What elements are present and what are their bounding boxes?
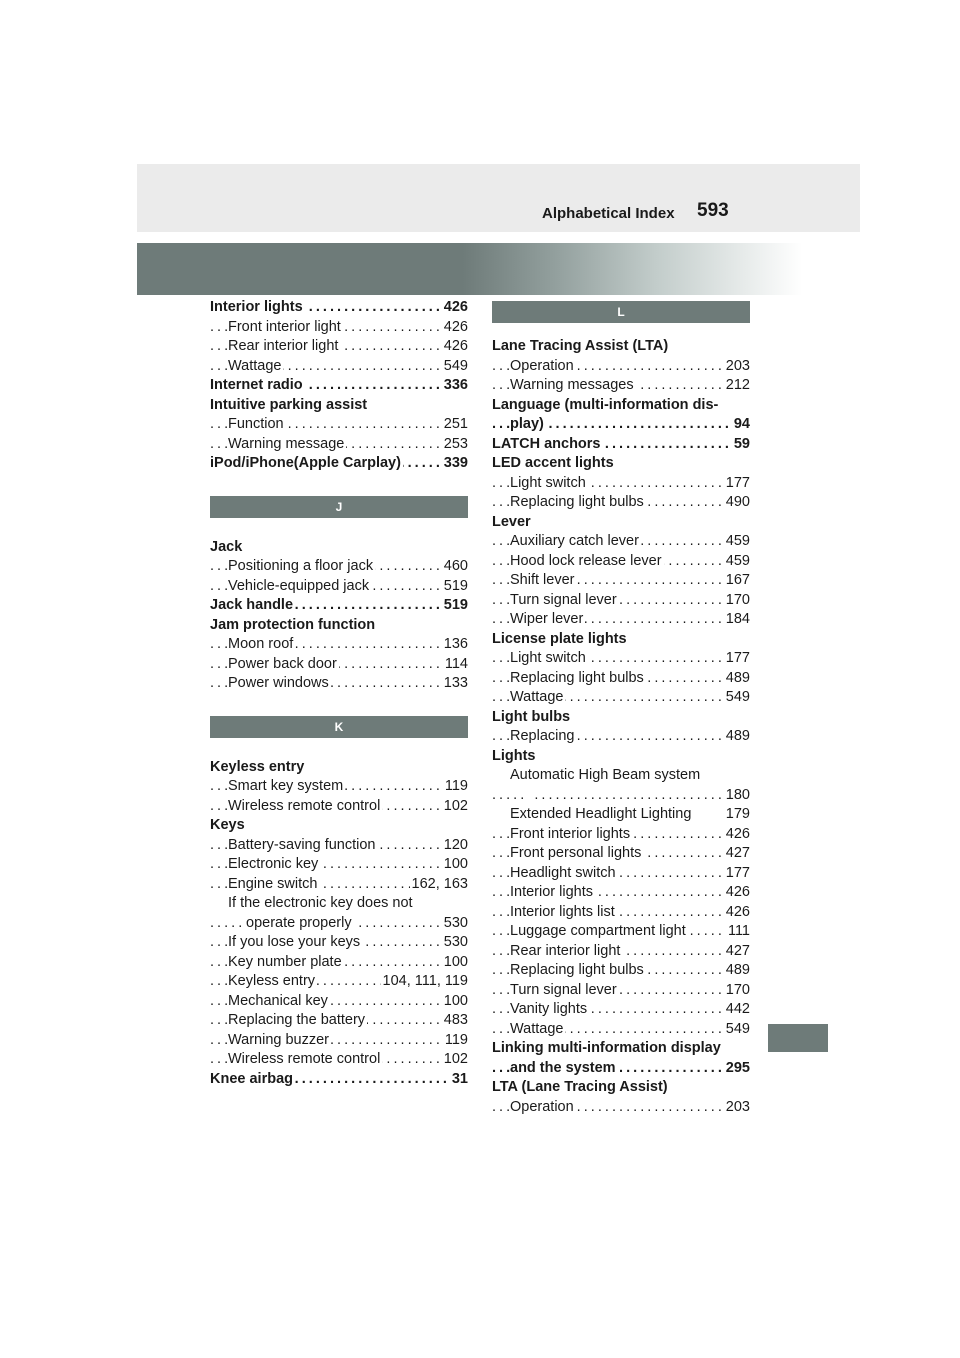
index-entry: [210, 758, 468, 778]
entry-term: Headlight switch: [510, 864, 616, 881]
index-subentry: [492, 1000, 750, 1020]
entry-term: Interior lights: [510, 884, 594, 900]
entry-term: Jack: [210, 538, 243, 555]
entry-term: Knee airbag: [210, 1070, 293, 1087]
index-entry: [210, 816, 468, 836]
entry-term: Key number plate: [228, 953, 342, 970]
entry-page-ref[interactable]: 483: [442, 1011, 468, 1031]
entry-term: Rear interior light: [510, 942, 621, 959]
entry-term: Front interior light: [228, 318, 341, 335]
entry-term: Front interior lights: [510, 825, 631, 842]
entry-term: iPod/iPhone(Apple Carplay): [210, 455, 401, 471]
entry-page-ref[interactable]: 549: [724, 1020, 750, 1040]
entry-page-ref[interactable]: 251: [442, 415, 468, 435]
entry-term: Engine switch: [228, 875, 318, 892]
entry-page-ref[interactable]: 120: [442, 836, 468, 856]
index-subentry: [492, 805, 750, 825]
entry-term: Intuitive parking assist: [210, 396, 368, 413]
entry-page-ref[interactable]: 549: [724, 688, 750, 708]
chapter-gradient-bar: [137, 243, 860, 295]
entry-term: Lane Tracing Assist (LTA): [492, 338, 669, 354]
section-header-l: L: [492, 301, 750, 323]
entry-page-ref[interactable]: 104, 111, 119: [381, 972, 468, 992]
entry-term: Warning buzzer: [228, 1031, 330, 1048]
entry-page-ref[interactable]: 426: [442, 337, 468, 357]
entry-page-ref[interactable]: 162, 163: [410, 875, 468, 895]
entry-term: Jack handle: [210, 597, 294, 613]
entry-page-ref[interactable]: 177: [724, 474, 750, 494]
index-subentry: [210, 855, 468, 875]
entry-page-ref[interactable]: 336: [442, 376, 468, 396]
index-subentry: [492, 981, 750, 1001]
index-subentry: [492, 1020, 750, 1040]
index-subentry: [492, 903, 750, 923]
entry-term: Function: [228, 416, 284, 432]
index-subentry: [210, 318, 468, 338]
index-entry: [492, 1039, 750, 1059]
entry-term: operate properly: [246, 914, 352, 931]
entry-page-ref[interactable]: 133: [442, 674, 468, 694]
entry-page-ref[interactable]: 177: [724, 864, 750, 884]
entry-page-ref[interactable]: 31: [450, 1070, 468, 1090]
entry-term: LED accent lights: [492, 455, 614, 471]
chapter-side-tab: [768, 1024, 828, 1052]
index-entry: [210, 538, 468, 558]
entry-term: Power back door: [228, 655, 337, 672]
entry-page-ref[interactable]: 177: [724, 649, 750, 669]
entry-term: Turn signal lever: [510, 981, 617, 998]
index-entry: [492, 396, 750, 416]
index-entry: [492, 454, 750, 474]
entry-term: Mechanical key: [228, 992, 328, 1009]
entry-term: Automatic High Beam system: [510, 767, 701, 783]
entry-term: Rear interior light: [228, 338, 339, 354]
entry-page-ref[interactable]: 489: [724, 727, 750, 747]
entry-page-ref[interactable]: 100: [442, 953, 468, 973]
entry-term: Wattage: [228, 357, 282, 374]
entry-page-ref[interactable]: 489: [724, 961, 750, 981]
page-header-title: Alphabetical Index: [542, 205, 675, 222]
index-subentry: [492, 649, 750, 669]
entry-page-ref[interactable]: 119: [443, 1031, 468, 1051]
entry-term: Interior lights list: [510, 903, 615, 920]
entry-term: LATCH anchors: [492, 435, 601, 452]
index-subentry: [492, 610, 750, 630]
entry-page-ref[interactable]: 530: [442, 933, 468, 953]
entry-term: Operation: [510, 1098, 574, 1115]
index-entry: [492, 415, 750, 435]
entry-term: Replacing light bulbs: [510, 494, 644, 510]
entry-page-ref[interactable]: 426: [442, 298, 468, 318]
index-subentry: [210, 914, 468, 934]
index-entry: [492, 630, 750, 650]
index-subentry: [492, 727, 750, 747]
index-subentry: [492, 474, 750, 494]
entry-page-ref[interactable]: 339: [442, 454, 468, 474]
entry-term: Interior lights: [210, 299, 303, 315]
entry-term: Language (multi-information dis-: [492, 396, 719, 413]
entry-term: Replacing: [510, 728, 575, 744]
entry-term: Jam protection function: [210, 616, 376, 633]
index-entry: [210, 376, 468, 396]
index-entry: [492, 513, 750, 533]
index-subentry: [210, 933, 468, 953]
index-subentry: [492, 591, 750, 611]
index-entry: [210, 596, 468, 616]
section-header-j: J: [210, 496, 468, 518]
entry-page-ref[interactable]: 184: [724, 610, 750, 630]
index-subentry: [492, 1098, 750, 1118]
index-subentry: [492, 357, 750, 377]
entry-page-ref[interactable]: 253: [442, 435, 468, 455]
page-number: 593: [697, 200, 729, 221]
index-subentry: [210, 777, 468, 797]
index-subentry: [210, 415, 468, 435]
entry-page-ref[interactable]: 167: [724, 571, 750, 591]
entry-term: LTA (Lane Tracing Assist): [492, 1079, 668, 1095]
index-subentry: [210, 875, 468, 895]
index-subentry: [492, 883, 750, 903]
entry-term: Power windows: [228, 675, 329, 691]
entry-term: Replacing the battery: [228, 1012, 366, 1028]
entry-page-ref[interactable]: 94: [732, 415, 750, 435]
entry-page-ref[interactable]: 426: [724, 825, 750, 845]
index-subentry: [492, 864, 750, 884]
entry-term: Operation: [510, 357, 574, 374]
entry-page-ref[interactable]: 549: [442, 357, 468, 377]
index-subentry: [210, 357, 468, 377]
entry-page-ref[interactable]: 295: [724, 1059, 750, 1079]
index-column-right: [492, 301, 750, 1117]
entry-page-ref[interactable]: 530: [442, 914, 468, 934]
index-entry: [210, 396, 468, 416]
entry-page-ref[interactable]: 102: [442, 1050, 468, 1070]
index-subentry: [492, 552, 750, 572]
entry-page-ref[interactable]: 59: [732, 435, 750, 455]
entry-term: Wireless remote control: [228, 797, 381, 814]
header-band: [137, 164, 860, 232]
entry-term: Keyless entry: [228, 973, 316, 989]
entry-term: Lever: [492, 513, 531, 530]
index-entry: [492, 435, 750, 455]
index-subentry: [492, 961, 750, 981]
entry-page-ref[interactable]: 519: [442, 577, 468, 597]
entry-term: Shift lever: [510, 572, 575, 588]
entry-page-ref[interactable]: 114: [443, 655, 468, 675]
index-subentry: [492, 376, 750, 396]
entry-page-ref[interactable]: 102: [442, 797, 468, 817]
entry-page-ref[interactable]: 426: [442, 318, 468, 338]
index-column-left: [210, 298, 468, 1089]
entry-term: Light switch: [510, 474, 586, 491]
index-entry: [492, 747, 750, 767]
entry-page-ref[interactable]: 100: [442, 992, 468, 1012]
entry-term: Internet radio: [210, 377, 303, 393]
entry-term: Linking multi-information display: [492, 1040, 721, 1056]
entry-term: Warning messages: [510, 377, 634, 393]
index-subentry: [492, 942, 750, 962]
entry-page-ref[interactable]: 136: [442, 635, 468, 655]
index-subentry: [492, 922, 750, 942]
entry-page-ref[interactable]: 490: [724, 493, 750, 513]
index-subentry: [210, 972, 468, 992]
index-subentry: [210, 674, 468, 694]
entry-page-ref[interactable]: 427: [724, 844, 750, 864]
index-subentry: [492, 844, 750, 864]
entry-term: and the system: [510, 1059, 616, 1076]
index-entry: [210, 454, 468, 474]
index-subentry: [210, 577, 468, 597]
index-subentry: [492, 571, 750, 591]
entry-term: Wattage: [510, 1020, 564, 1037]
entry-page-ref[interactable]: 111: [726, 922, 750, 942]
index-subentry: [492, 532, 750, 552]
entry-page-ref[interactable]: 460: [442, 557, 468, 577]
entry-term: Turn signal lever: [510, 591, 617, 608]
index-subentry: [210, 953, 468, 973]
index-entry: [492, 1078, 750, 1098]
index-subentry: [210, 894, 468, 914]
entry-page-ref[interactable]: 100: [442, 855, 468, 875]
index-subentry: [210, 1011, 468, 1031]
entry-term: Hood lock release lever: [510, 552, 662, 569]
index-subentry: [210, 1031, 468, 1051]
index-subentry: [492, 786, 750, 806]
index-subentry: [210, 435, 468, 455]
entry-term: Vehicle-equipped jack: [228, 577, 370, 594]
index-subentry: [492, 766, 750, 786]
entry-term: Moon roof: [228, 636, 294, 652]
entry-term: If you lose your keys: [228, 934, 361, 950]
index-subentry: [210, 635, 468, 655]
entry-term: Electronic key: [228, 856, 319, 872]
entry-page-ref[interactable]: 203: [724, 1098, 750, 1118]
entry-term: Front personal lights: [510, 845, 642, 861]
entry-page-ref[interactable]: 442: [724, 1000, 750, 1020]
index-entry: [492, 337, 750, 357]
entry-page-ref[interactable]: 426: [724, 903, 750, 923]
entry-page-ref[interactable]: 459: [724, 552, 750, 572]
entry-term: License plate lights: [492, 630, 627, 647]
entry-term: Wiper lever: [510, 611, 584, 627]
entry-term: Light bulbs: [492, 708, 571, 725]
entry-term: Warning message: [228, 435, 345, 452]
index-entry: [492, 1059, 750, 1079]
entry-page-ref[interactable]: 489: [724, 669, 750, 689]
entry-page-ref[interactable]: 519: [442, 596, 468, 616]
index-entry: [210, 616, 468, 636]
entry-page-ref[interactable]: 170: [724, 591, 750, 611]
index-entry: [492, 708, 750, 728]
entry-term: Replacing light bulbs: [510, 669, 644, 686]
entry-term: Wireless remote control: [228, 1051, 381, 1067]
entry-term: Smart key system: [228, 778, 344, 794]
entry-term: Positioning a floor jack: [228, 558, 374, 574]
entry-page-ref[interactable]: 179: [724, 805, 750, 825]
index-subentry: [210, 836, 468, 856]
entry-page-ref[interactable]: 180: [724, 786, 750, 806]
entry-term: [528, 787, 530, 803]
entry-term: play): [510, 416, 544, 432]
entry-term: Wattage: [510, 689, 564, 705]
entry-term: Vanity lights: [510, 1001, 588, 1017]
index-subentry: [492, 493, 750, 513]
entry-term: Keyless entry: [210, 758, 305, 775]
entry-term: Auxiliary catch lever: [510, 533, 639, 549]
index-subentry: [210, 655, 468, 675]
index-subentry: [210, 337, 468, 357]
index-entry: [210, 1070, 468, 1090]
entry-term: If the electronic key does not: [228, 895, 413, 911]
index-subentry: [492, 669, 750, 689]
entry-term: Extended Headlight Lighting: [510, 806, 692, 822]
entry-page-ref[interactable]: 212: [724, 376, 750, 396]
entry-page-ref[interactable]: 459: [724, 532, 750, 552]
entry-term: Replacing light bulbs: [510, 962, 644, 978]
entry-page-ref[interactable]: 426: [724, 883, 750, 903]
index-subentry: [492, 825, 750, 845]
entry-term: Lights: [492, 747, 536, 764]
index-subentry: [210, 992, 468, 1012]
index-subentry: [210, 557, 468, 577]
entry-page-ref[interactable]: 427: [724, 942, 750, 962]
entry-term: Light switch: [510, 650, 586, 666]
entry-page-ref[interactable]: 119: [443, 777, 468, 797]
index-subentry: [210, 1050, 468, 1070]
index-subentry: [492, 688, 750, 708]
entry-term: Luggage compartment light: [510, 923, 686, 939]
entry-page-ref[interactable]: 170: [724, 981, 750, 1001]
section-header-k: K: [210, 716, 468, 738]
entry-term: Keys: [210, 817, 245, 833]
entry-term: Battery-saving function: [228, 836, 376, 853]
entry-page-ref[interactable]: 203: [724, 357, 750, 377]
index-subentry: [210, 797, 468, 817]
index-entry: [210, 298, 468, 318]
